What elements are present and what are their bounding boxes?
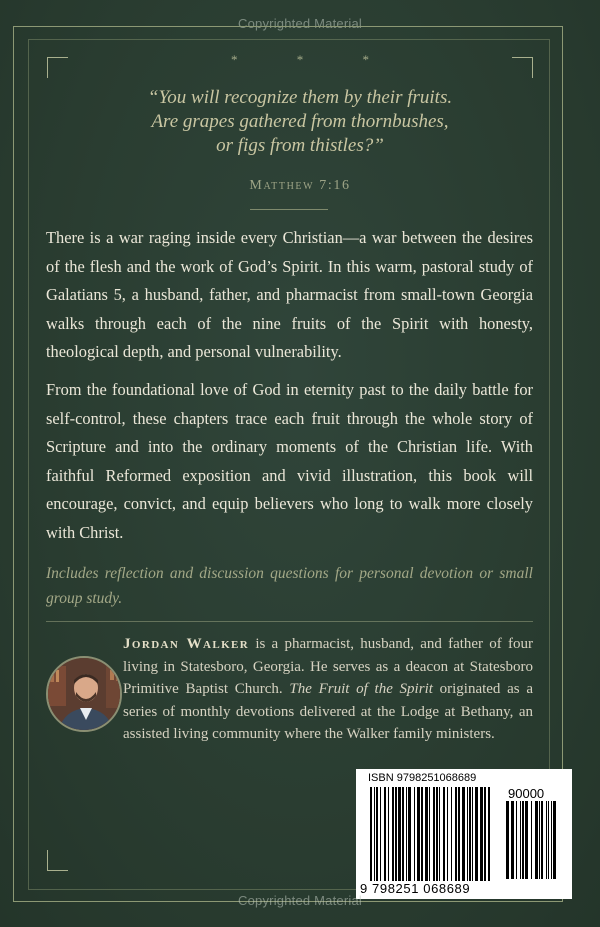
quote-line: or figs from thistles?” (216, 135, 384, 156)
description-paragraph-1: There is a war raging inside every Christian—a war between the desires of the flesh and the work of God’s Spirit. In this warm, pastoral study of Galatians 5, a husband, father, and pharmacist from small-town Georgia walks through each of the nine fruits of the Spirit with honesty, theological depth, and personal vulnerability. (46, 228, 533, 361)
star-icon: * (362, 52, 369, 67)
star-ornament (0, 52, 600, 68)
author-bio-text-1: is a pharmacist, husband, and father of four living in Statesboro, Georgia. He serves as a deacon at Statesboro Primitive Baptist Church. (123, 636, 533, 697)
author-bio (123, 633, 533, 746)
watermark-bottom: Copyrighted Material (238, 893, 362, 908)
barcode-main-icon (370, 787, 494, 881)
quote-line: “You will recognize them by their fruits. (147, 87, 453, 108)
star-icon: * (231, 52, 238, 67)
price-code: 90000 (508, 786, 545, 801)
isbn-label: ISBN 9798251068689 (368, 772, 477, 784)
divider-short (250, 209, 328, 210)
author-photo (46, 656, 122, 732)
author-book-title: The Fruit of the Spirit (289, 681, 433, 697)
isbn-barcode-block (356, 769, 572, 899)
quote-line: Are grapes gathered from thornbushes, (151, 111, 449, 132)
corner-ornament-bottom-left (47, 850, 68, 871)
study-note: Includes reflection and discussion questions for personal devotion or small group study. (46, 565, 533, 607)
star-icon: * (296, 52, 304, 67)
isbn-digits: 9 798251 068689 (360, 881, 471, 896)
author-bio-text-2: originated as a series of monthly devotions delivered at the Lodge at Bethany, an assisted living community where the Walker family ministers. (123, 681, 534, 742)
description-paragraph-2: From the foundational love of God in eternity past to the daily battle for self-control, these chapters trace each fruit through the whole story of Scripture and into the ordinary moments of the Christian life. With faithful Reformed exposition and vivid illustration, this book will encourage, convict, and equip believers who long to walk more closely with Christ. (46, 380, 533, 542)
epigraph-citation: Matthew 7:16 (249, 178, 351, 193)
divider-long (46, 621, 533, 622)
watermark-top: Copyrighted Material (238, 16, 362, 31)
author-name: Jordan Walker (123, 636, 250, 652)
barcode-addon-icon (506, 801, 558, 879)
epigraph-quote (0, 86, 600, 158)
